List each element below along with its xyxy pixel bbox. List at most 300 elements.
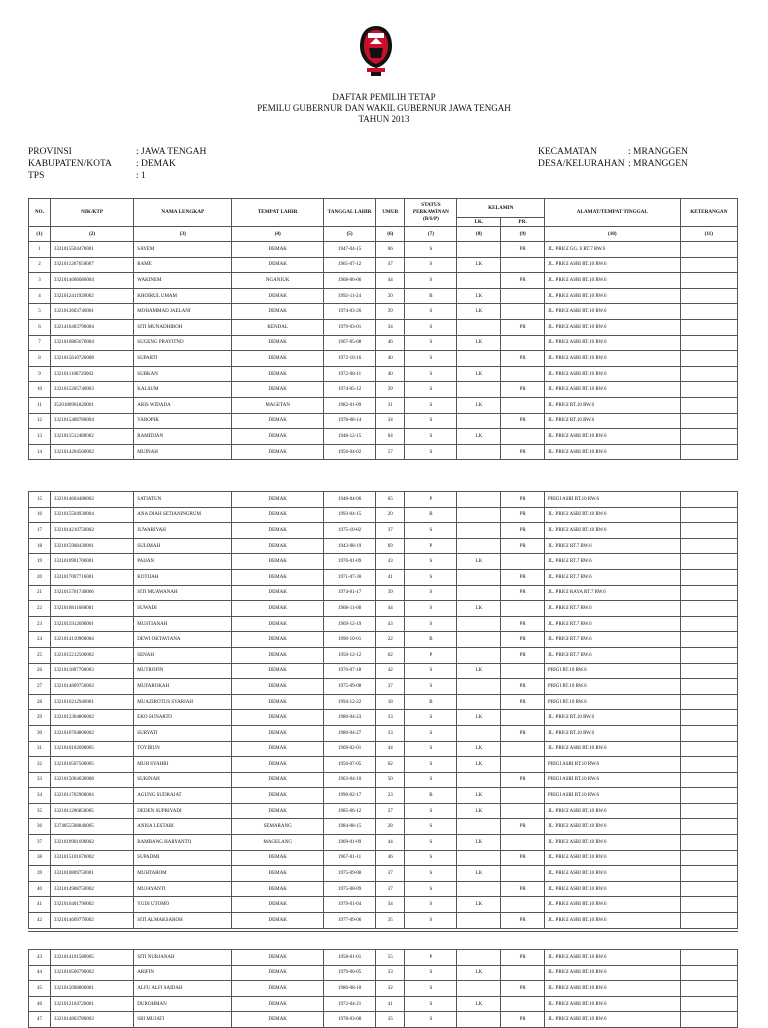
header-umur: UMUR: [376, 199, 405, 227]
cell-tanggal-lahir: 1972-10-16: [324, 351, 376, 367]
cell-tempat-lahir: DEMAK: [232, 335, 324, 351]
table-row: [29, 913, 738, 929]
cell-no: 45: [29, 981, 51, 997]
cell-lk: [457, 694, 501, 710]
cell-tempat-lahir: MAGETAN: [232, 397, 324, 413]
cell-umur: 66: [376, 242, 405, 258]
cell-lk: [457, 273, 501, 289]
cell-status: S: [405, 616, 457, 632]
table-row: [29, 850, 738, 866]
cell-keterangan: [680, 382, 737, 398]
cell-alamat: JL. PRIGI ASRI RT.10 RW.6: [545, 523, 681, 539]
cell-nama: MUJAYANTI: [134, 881, 232, 897]
cell-pr: PR: [501, 351, 545, 367]
cell-nik: 3321015205740003: [50, 382, 133, 398]
cell-keterangan: [680, 772, 737, 788]
cell-alamat: JL. PRIGI ASRI RT.10 RW.6: [545, 366, 681, 382]
col-number: (7): [405, 227, 457, 242]
cell-no: 9: [29, 366, 51, 382]
cell-keterangan: [680, 819, 737, 835]
table-row: [29, 492, 738, 508]
cell-umur: 33: [376, 710, 405, 726]
cell-alamat: JL. PRIGI RT.7 RW.6: [545, 632, 681, 648]
cell-nama: EKO SUNARTO: [134, 710, 232, 726]
cell-alamat: JL. PRIGI ASRI RT.10 RW.6: [545, 996, 681, 1012]
cell-status: S: [405, 523, 457, 539]
cell-tanggal-lahir: 1971-07-30: [324, 569, 376, 585]
cell-alamat: PRIGI ASRI RT.10 RW.6: [545, 492, 681, 508]
cell-tempat-lahir: DEMAK: [232, 288, 324, 304]
cell-tempat-lahir: NGANJUK: [232, 273, 324, 289]
table-row: [29, 694, 738, 710]
cell-keterangan: [680, 601, 737, 617]
header-no: NO.: [29, 199, 51, 227]
cell-alamat: JL. PRIGI RT.10 RW.6: [545, 725, 681, 741]
cell-umur: 62: [376, 647, 405, 663]
col-number: (4): [232, 227, 324, 242]
cell-lk: LK: [457, 803, 501, 819]
cell-tanggal-lahir: 1977-09-06: [324, 913, 376, 929]
cell-pr: [501, 866, 545, 882]
cell-nama: KOTIJAH: [134, 569, 232, 585]
cell-umur: 57: [376, 444, 405, 460]
cell-umur: 35: [376, 913, 405, 929]
cell-umur: 39: [376, 585, 405, 601]
cell-nik: 3321012411920002: [50, 288, 133, 304]
cell-alamat: PRIGI RT.10 RW.6: [545, 663, 681, 679]
cell-lk: [457, 950, 501, 966]
cell-nik: 3321010901690002: [50, 835, 133, 851]
cell-nama: SUWADI: [134, 601, 232, 617]
cell-keterangan: [680, 647, 737, 663]
cell-no: 38: [29, 850, 51, 866]
cell-tempat-lahir: DEMAK: [232, 679, 324, 695]
cell-status: B: [405, 632, 457, 648]
cell-status: S: [405, 710, 457, 726]
cell-lk: [457, 492, 501, 508]
cell-keterangan: [680, 881, 737, 897]
cell-keterangan: [680, 319, 737, 335]
meta-value: : MRANGGEN: [628, 147, 688, 157]
cell-no: 16: [29, 507, 51, 523]
table-row: [29, 273, 738, 289]
cell-tempat-lahir: KENDAL: [232, 319, 324, 335]
cell-pr: PR: [501, 523, 545, 539]
cell-pr: PR: [501, 632, 545, 648]
cell-nama: SITI MUNADHIROH: [134, 319, 232, 335]
cell-nik: 3321014204560002: [50, 444, 133, 460]
header-nik: NIK/KTP: [50, 199, 133, 227]
meta-value: : 1: [136, 171, 146, 181]
cell-tempat-lahir: DEMAK: [232, 538, 324, 554]
cell-no: 31: [29, 741, 51, 757]
header-pr: PR.: [501, 218, 545, 227]
cell-lk: [457, 881, 501, 897]
col-number: (9): [501, 227, 545, 242]
cell-nama: TOYIBUN: [134, 741, 232, 757]
cell-keterangan: [680, 273, 737, 289]
cell-pr: PR: [501, 444, 545, 460]
cell-nik: 3321014609770002: [50, 913, 133, 929]
cell-no: 42: [29, 913, 51, 929]
cell-tanggal-lahir: 1948-12-15: [324, 429, 376, 445]
cell-alamat: PRIGI ASRI RT.10 RW.6: [545, 788, 681, 804]
cell-alamat: JL. PRIGI ASRI RT.10 RW.6: [545, 881, 681, 897]
cell-alamat: JL. PRIGI RT.7 RW.6: [545, 601, 681, 617]
cell-tempat-lahir: SEMARANG: [232, 819, 324, 835]
cell-lk: [457, 647, 501, 663]
cell-pr: PR: [501, 1012, 545, 1028]
cell-keterangan: [680, 554, 737, 570]
cell-nik: 3321014809750002: [50, 679, 133, 695]
cell-status: S: [405, 429, 457, 445]
cell-alamat: JL. PRIGI ASRI RT.10 RW.6: [545, 850, 681, 866]
cell-no: 35: [29, 803, 51, 819]
cell-status: S: [405, 382, 457, 398]
cell-no: 46: [29, 996, 51, 1012]
cell-keterangan: [680, 351, 737, 367]
cell-tanggal-lahir: 1968-06-06: [324, 273, 376, 289]
cell-nik: 3321010102690005: [50, 741, 133, 757]
cell-pr: PR: [501, 725, 545, 741]
cell-keterangan: [680, 569, 737, 585]
cell-nik: 3321015912690001: [50, 616, 133, 632]
cell-umur: 39: [376, 382, 405, 398]
cell-status: S: [405, 304, 457, 320]
table-row: [29, 507, 738, 523]
cell-tanggal-lahir: 1975-08-09: [324, 881, 376, 897]
cell-umur: 50: [376, 772, 405, 788]
cell-keterangan: [680, 694, 737, 710]
cell-lk: [457, 850, 501, 866]
voter-table-page-1: [28, 198, 738, 460]
cell-tempat-lahir: DEMAK: [232, 647, 324, 663]
cell-lk: LK: [457, 710, 501, 726]
meta-label: KECAMATAN: [538, 147, 597, 157]
cell-umur: 37: [376, 866, 405, 882]
table-row: [29, 304, 738, 320]
cell-umur: 55: [376, 950, 405, 966]
cell-no: 41: [29, 897, 51, 913]
cell-lk: [457, 382, 501, 398]
kpu-logo-icon: [356, 24, 396, 80]
table-row: [29, 757, 738, 773]
cell-tempat-lahir: DEMAK: [232, 950, 324, 966]
cell-nik: 3321015212500002: [50, 647, 133, 663]
cell-keterangan: [680, 523, 737, 539]
col-number: (6): [376, 227, 405, 242]
cell-lk: [457, 242, 501, 258]
cell-nik: 3321012104720001: [50, 996, 133, 1012]
cell-nik: 3321010809750001: [50, 866, 133, 882]
cell-alamat: PRIGI RT.10 RW.6: [545, 694, 681, 710]
meta-right: [538, 146, 688, 170]
cell-pr: [501, 757, 545, 773]
cell-lk: [457, 569, 501, 585]
cell-tempat-lahir: DEMAK: [232, 981, 324, 997]
header-lk: LK.: [457, 218, 501, 227]
cell-umur: 18: [376, 694, 405, 710]
cell-status: S: [405, 366, 457, 382]
cell-alamat: JL. PRIGI ASRI RT.10 RW.6: [545, 913, 681, 929]
col-number: (2): [50, 227, 133, 242]
cell-status: S: [405, 772, 457, 788]
cell-umur: 40: [376, 351, 405, 367]
meta-label: DESA/KELURAHAN: [538, 159, 625, 169]
cell-nik: 3321017007710001: [50, 569, 133, 585]
cell-nama: SITI NURJANAH: [134, 950, 232, 966]
cell-no: 44: [29, 965, 51, 981]
cell-keterangan: [680, 850, 737, 866]
col-number: (8): [457, 227, 501, 242]
cell-nama: BAMBANG HARYANTO: [134, 835, 232, 851]
cell-nama: SUPARTI: [134, 351, 232, 367]
cell-alamat: JL. PRIGI ASRI RT.10 RW.6: [545, 382, 681, 398]
cell-pr: PR: [501, 413, 545, 429]
cell-lk: LK: [457, 554, 501, 570]
cell-alamat: JL. PRIGI ASRI RT.10 RW.6: [545, 335, 681, 351]
cell-umur: 44: [376, 835, 405, 851]
cell-tempat-lahir: DEMAK: [232, 850, 324, 866]
cell-no: 5: [29, 304, 51, 320]
cell-nik: 3321011807700003: [50, 663, 133, 679]
meta-label: PROVINSI: [28, 147, 72, 157]
cell-keterangan: [680, 996, 737, 1012]
cell-tempat-lahir: DEMAK: [232, 554, 324, 570]
cell-umur: 34: [376, 413, 405, 429]
cell-nik: 3374055508840005: [50, 819, 133, 835]
cell-keterangan: [680, 242, 737, 258]
cell-lk: [457, 819, 501, 835]
cell-pr: [501, 304, 545, 320]
cell-nama: ARIS WIDADA: [134, 397, 232, 413]
cell-keterangan: [680, 585, 737, 601]
cell-lk: [457, 981, 501, 997]
cell-nama: MOHAMMAD JAELANI: [134, 304, 232, 320]
cell-pr: PR: [501, 647, 545, 663]
cell-no: 22: [29, 601, 51, 617]
cell-keterangan: [680, 725, 737, 741]
cell-lk: LK: [457, 397, 501, 413]
header-nama: NAMA LENGKAP: [134, 199, 232, 227]
meta-left: [28, 146, 206, 182]
cell-tanggal-lahir: 1968-11-08: [324, 601, 376, 617]
cell-nama: ANISA LESTARI: [134, 819, 232, 835]
cell-status: S: [405, 913, 457, 929]
cell-tempat-lahir: DEMAK: [232, 304, 324, 320]
cell-tempat-lahir: DEMAK: [232, 616, 324, 632]
cell-umur: 23: [376, 788, 405, 804]
table-row: [29, 257, 738, 273]
cell-alamat: JL. PRIGI ASRI RT.10 RW.6: [545, 444, 681, 460]
cell-lk: [457, 413, 501, 429]
cell-tempat-lahir: DEMAK: [232, 866, 324, 882]
cell-lk: [457, 444, 501, 460]
cell-umur: 69: [376, 538, 405, 554]
cell-tempat-lahir: DEMAK: [232, 585, 324, 601]
cell-lk: [457, 913, 501, 929]
cell-status: P: [405, 647, 457, 663]
cell-alamat: JL. PRIGI ASRI RT.10 RW.6: [545, 981, 681, 997]
cell-pr: PR: [501, 242, 545, 258]
cell-status: S: [405, 741, 457, 757]
col-number: (11): [680, 227, 737, 242]
cell-no: 19: [29, 554, 51, 570]
cell-lk: LK: [457, 788, 501, 804]
cell-pr: PR: [501, 273, 545, 289]
cell-no: 21: [29, 585, 51, 601]
cell-keterangan: [680, 444, 737, 460]
cell-no: 23: [29, 616, 51, 632]
cell-lk: LK: [457, 835, 501, 851]
cell-nama: DEDEN SUPRIYADI: [134, 803, 232, 819]
cell-tanggal-lahir: 1974-01-17: [324, 585, 376, 601]
cell-status: S: [405, 981, 457, 997]
cell-keterangan: [680, 835, 737, 851]
table-row: [29, 835, 738, 851]
table-row: [29, 663, 738, 679]
cell-lk: LK: [457, 965, 501, 981]
cell-nama: KHOIRUL UMAM: [134, 288, 232, 304]
cell-pr: [501, 601, 545, 617]
cell-no: 20: [29, 569, 51, 585]
cell-no: 13: [29, 429, 51, 445]
cell-tanggal-lahir: 1980-04-23: [324, 710, 376, 726]
cell-alamat: JL. PRIGI GG. 6 RT.7 RW.6: [545, 242, 681, 258]
cell-tanggal-lahir: 1950-12-12: [324, 647, 376, 663]
col-number: (1): [29, 227, 51, 242]
table-row: [29, 242, 738, 258]
cell-tanggal-lahir: 1969-12-19: [324, 616, 376, 632]
cell-tempat-lahir: DEMAK: [232, 803, 324, 819]
cell-status: S: [405, 397, 457, 413]
table-row: [29, 413, 738, 429]
cell-lk: [457, 351, 501, 367]
cell-tanggal-lahir: 1979-06-05: [324, 965, 376, 981]
table-row: [29, 366, 738, 382]
cell-tanggal-lahir: 1974-03-26: [324, 304, 376, 320]
cell-status: S: [405, 273, 457, 289]
header-tempat-lahir: TEMPAT LAHIR: [232, 199, 324, 227]
cell-no: 11: [29, 397, 51, 413]
table-row: [29, 819, 738, 835]
cell-alamat: PRIGI RT.10 RW.6: [545, 679, 681, 695]
cell-alamat: JL. PRIGI ASRI RT.10 RW.6: [545, 304, 681, 320]
cell-tanggal-lahir: 1978-08-14: [324, 413, 376, 429]
cell-tempat-lahir: DEMAK: [232, 492, 324, 508]
cell-nik: 3321016704800002: [50, 725, 133, 741]
cell-alamat: JL. PRIGI RT.10 RW.6: [545, 413, 681, 429]
col-number: (5): [324, 227, 376, 242]
cell-pr: [501, 835, 545, 851]
cell-status: S: [405, 881, 457, 897]
cell-nama: SUPADMI: [134, 850, 232, 866]
cell-alamat: JL. PRIGI ASRI RT.10 RW.6: [545, 1012, 681, 1028]
cell-keterangan: [680, 538, 737, 554]
cell-nik: 3321015101670002: [50, 850, 133, 866]
cell-pr: [501, 663, 545, 679]
cell-tempat-lahir: DEMAK: [232, 1012, 324, 1028]
cell-nik: 3321011206850005: [50, 803, 133, 819]
cell-pr: [501, 741, 545, 757]
cell-alamat: JL. PRIGI ASRI RT.10 RW.6: [545, 950, 681, 966]
cell-nama: MUFAROKAH: [134, 679, 232, 695]
title-line-2: PEMILU GUBERNUR DAN WAKIL GUBERNUR JAWA TENGAH: [257, 103, 511, 113]
cell-nama: SRI MUJATI: [134, 1012, 232, 1028]
table-row: [29, 950, 738, 966]
cell-tanggal-lahir: 1984-08-15: [324, 819, 376, 835]
cell-status: S: [405, 444, 457, 460]
cell-tempat-lahir: DEMAK: [232, 382, 324, 398]
cell-tanggal-lahir: 1990-10-01: [324, 632, 376, 648]
cell-lk: [457, 616, 501, 632]
cell-umur: 44: [376, 741, 405, 757]
cell-umur: 65: [376, 492, 405, 508]
cell-umur: 20: [376, 288, 405, 304]
cell-alamat: JL. PRIGI ASRI RT.10 RW.6: [545, 866, 681, 882]
table-row: [29, 523, 738, 539]
cell-keterangan: [680, 492, 737, 508]
cell-nik: 3321012304800002: [50, 710, 133, 726]
cell-keterangan: [680, 413, 737, 429]
cell-no: 33: [29, 772, 51, 788]
cell-tanggal-lahir: 1969-02-01: [324, 741, 376, 757]
cell-nik: 3321014110900004: [50, 632, 133, 648]
cell-alamat: JL. PRIGI ASRI RT.10 RW.6: [545, 507, 681, 523]
table-row: [29, 965, 738, 981]
table-row: [29, 996, 738, 1012]
cell-pr: [501, 288, 545, 304]
cell-lk: LK: [457, 304, 501, 320]
cell-tempat-lahir: DEMAK: [232, 444, 324, 460]
cell-nama: PAIJAN: [134, 554, 232, 570]
cell-umur: 64: [376, 429, 405, 445]
cell-status: S: [405, 601, 457, 617]
cell-nama: YUDI UTOMO: [134, 897, 232, 913]
table-row: [29, 803, 738, 819]
cell-tempat-lahir: DEMAK: [232, 507, 324, 523]
cell-alamat: JL. PRIGI RAYA RT.7 RW.6: [545, 585, 681, 601]
cell-nama: SATIATUN: [134, 492, 232, 508]
cell-nama: ANA DIAH SETIANINGRUM: [134, 507, 232, 523]
cell-umur: 44: [376, 601, 405, 617]
header-tanggal-lahir: TANGGAL LAHIR: [324, 199, 376, 227]
cell-no: 10: [29, 382, 51, 398]
cell-keterangan: [680, 304, 737, 320]
cell-umur: 39: [376, 304, 405, 320]
cell-nik: 3321014604480002: [50, 492, 133, 508]
cell-no: 12: [29, 413, 51, 429]
cell-lk: LK: [457, 288, 501, 304]
cell-nik: 3321011108720002: [50, 366, 133, 382]
cell-keterangan: [680, 335, 737, 351]
cell-lk: [457, 538, 501, 554]
cell-keterangan: [680, 616, 737, 632]
cell-pr: [501, 788, 545, 804]
cell-tempat-lahir: DEMAK: [232, 429, 324, 445]
cell-pr: PR: [501, 585, 545, 601]
cell-nama: AGUNG SUDRAJAT: [134, 788, 232, 804]
cell-pr: PR: [501, 492, 545, 508]
cell-umur: 32: [376, 981, 405, 997]
cell-keterangan: [680, 913, 737, 929]
cell-status: S: [405, 351, 457, 367]
cell-status: P: [405, 538, 457, 554]
cell-pr: PR: [501, 616, 545, 632]
cell-umur: 43: [376, 554, 405, 570]
cell-lk: [457, 679, 501, 695]
cell-no: 14: [29, 444, 51, 460]
